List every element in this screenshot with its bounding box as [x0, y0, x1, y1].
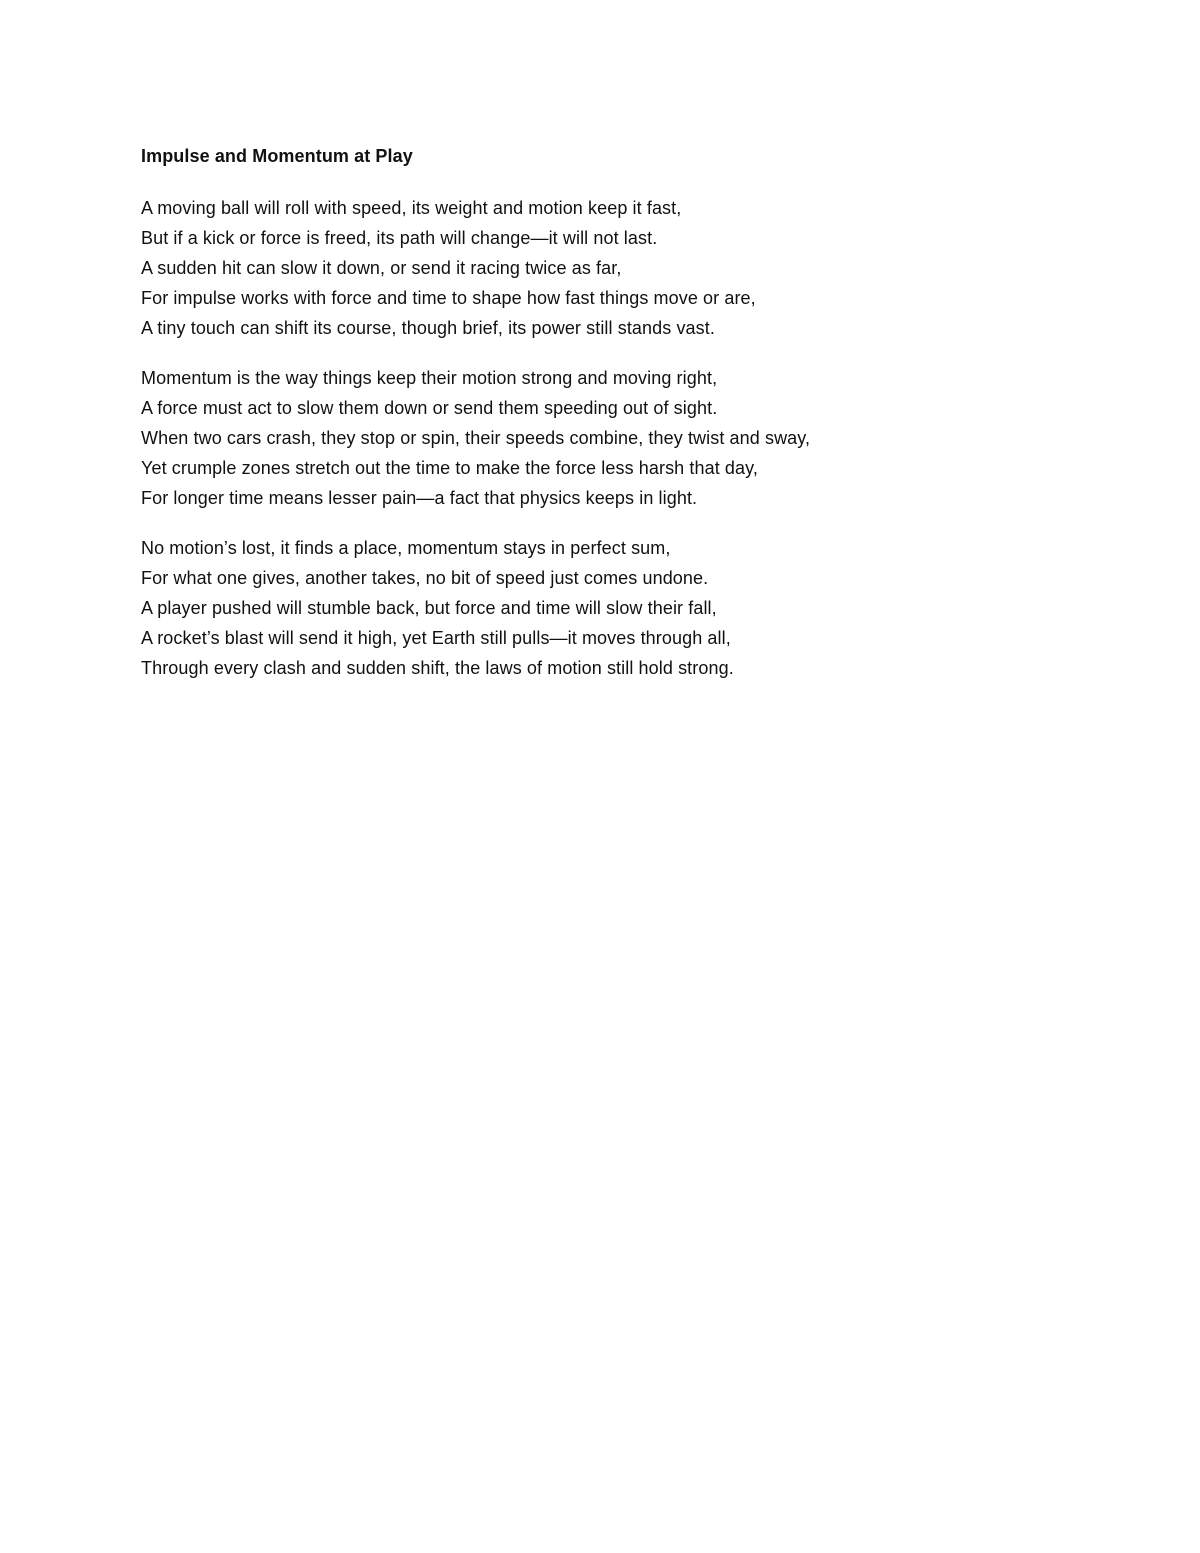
document-body	[141, 143, 1101, 703]
poem-line: For impulse works with force and time to shape how fast things move or are,	[141, 288, 756, 308]
poem-line: When two cars crash, they stop or spin, their speeds combine, they twist and sway,	[141, 428, 811, 448]
poem-line: Momentum is the way things keep their motion strong and moving right,	[141, 368, 718, 388]
poem-line: But if a kick or force is freed, its path will change—it will not last.	[141, 228, 658, 248]
stanza-2	[141, 363, 1101, 513]
poem-line: Yet crumple zones stretch out the time to make the force less harsh that day,	[141, 458, 759, 478]
poem-title: Impulse and Momentum at Play	[141, 146, 413, 166]
poem-line: A tiny touch can shift its course, though brief, its power still stands vast.	[141, 318, 715, 338]
poem-line: A force must act to slow them down or send them speeding out of sight.	[141, 398, 718, 418]
stanza-1	[141, 193, 1101, 343]
poem-line: No motion’s lost, it finds a place, momentum stays in perfect sum,	[141, 538, 671, 558]
poem-line: For longer time means lesser pain—a fact that physics keeps in light.	[141, 488, 698, 508]
poem-line: A rocket’s blast will send it high, yet Earth still pulls—it moves through all,	[141, 628, 731, 648]
poem-line: A player pushed will stumble back, but force and time will slow their fall,	[141, 598, 717, 618]
stanza-3	[141, 533, 1101, 683]
poem-line: Through every clash and sudden shift, the laws of motion still hold strong.	[141, 658, 734, 678]
poem-line: A moving ball will roll with speed, its weight and motion keep it fast,	[141, 198, 682, 218]
poem-line: For what one gives, another takes, no bit of speed just comes undone.	[141, 568, 709, 588]
poem-line: A sudden hit can slow it down, or send it racing twice as far,	[141, 258, 622, 278]
